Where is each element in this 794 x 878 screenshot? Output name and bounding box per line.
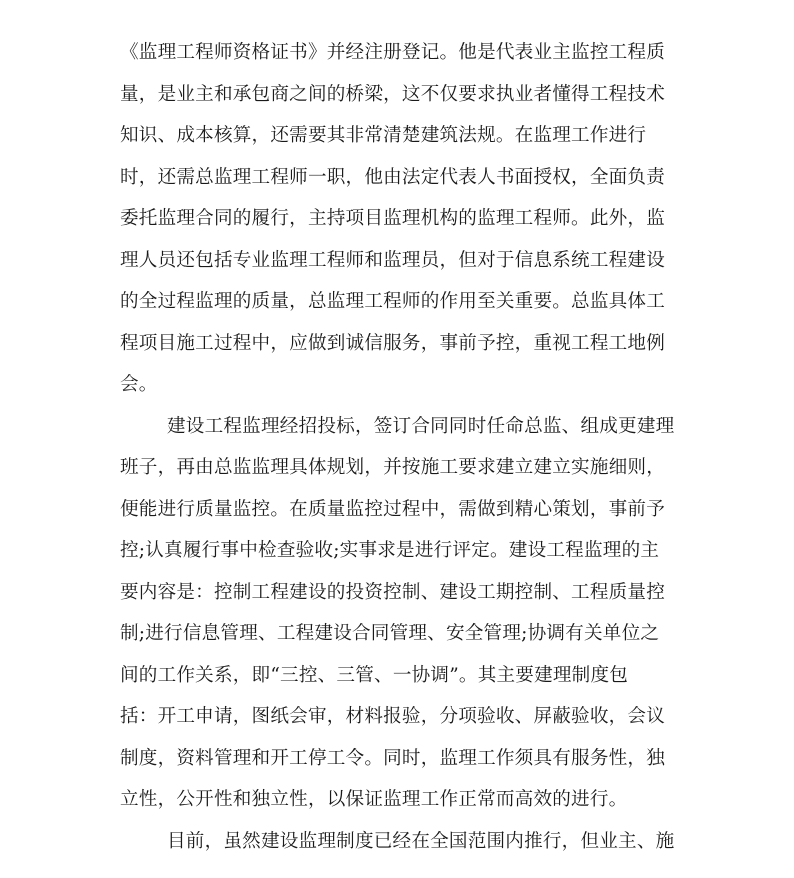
text-line: 控;认真履行事中检查验收;实事求是进行评定。建设工程监理的主: [120, 540, 660, 561]
text-line: 制;进行信息管理、工程建设合同管理、安全管理;协调有关单位之: [120, 623, 660, 644]
text-line: 知识、成本核算，还需要其非常清楚建筑法规。在监理工作进行: [120, 125, 647, 146]
text-line: 量，是业主和承包商之间的桥梁，这不仅要求执业者懂得工程技术: [120, 84, 666, 105]
text-line: 班子，再由总监监理具体规划，并按施工要求建立建立实施细则，: [120, 457, 666, 478]
text-line: 括：开工申请，图纸会审，材料报验，分项验收、屏蔽验收，会议: [120, 706, 666, 727]
text-line: 要内容是：控制工程建设的投资控制、建设工期控制、工程质量控: [120, 582, 666, 603]
text-line: 时，还需总监理工程师一职，他由法定代表人书面授权，全面负责: [120, 167, 666, 188]
text-line: 程项目施工过程中，应做到诚信服务，事前予控，重视工程工地例: [120, 333, 666, 354]
text-line: 会。: [120, 374, 158, 395]
text-line: 理人员还包括专业监理工程师和监理员，但对于信息系统工程建设: [120, 250, 666, 271]
text-line: 间的工作关系，即“三控、三管、一协调”。其主要建理制度包: [120, 665, 629, 686]
text-line: 立性，公开性和独立性，以保证监理工作正常而高效的进行。: [120, 789, 628, 810]
text-line: 《监理工程师资格证书》并经注册登记。他是代表业主监控工程质: [120, 42, 666, 63]
text-line: 便能进行质量监控。在质量监控过程中，需做到精心策划，事前予: [120, 499, 666, 520]
paragraph-first-line: 建设工程监理经招投标，签订合同同时任命总监、组成更建理: [167, 416, 675, 437]
paragraph-first-line: 目前，虽然建设监理制度已经在全国范围内推行，但业主、施: [167, 831, 675, 852]
text-line: 制度，资料管理和开工停工令。同时，监理工作须具有服务性，独: [120, 748, 666, 769]
text-line: 委托监理合同的履行，主持项目监理机构的监理工程师。此外，监: [120, 208, 666, 229]
text-line: 的全过程监理的质量，总监理工程师的作用至关重要。总监具体工: [120, 291, 666, 312]
